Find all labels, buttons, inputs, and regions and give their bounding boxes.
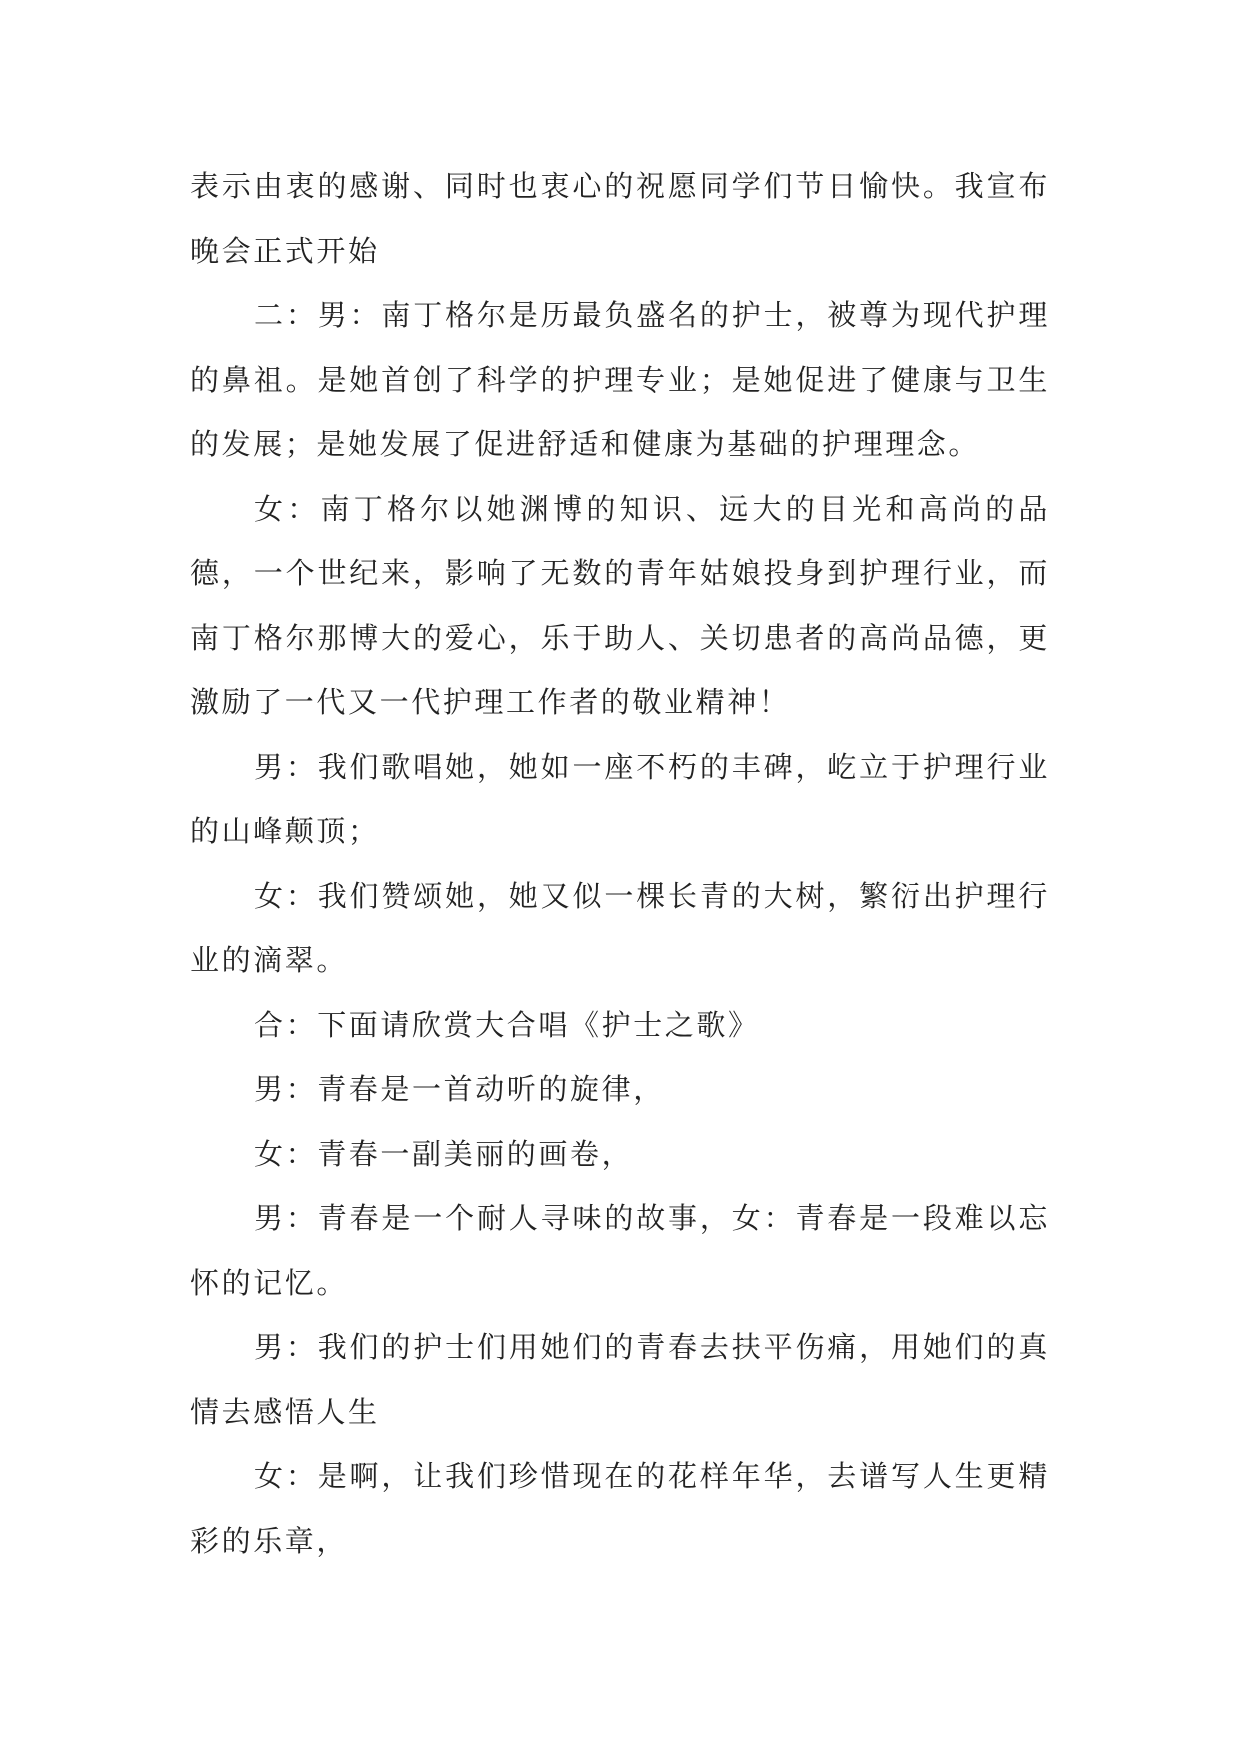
- paragraph: 女：青春一副美丽的画卷，: [254, 1136, 634, 1171]
- paragraph: 二：男：南丁格尔是历最负盛名的护士，被尊为现代护理的鼻祖。是她首创了科学的护理专业；是她促进了健康与卫生的发展；是她发展了促进舒适和健康为基础的护理理念。: [190, 298, 1050, 461]
- document-body: [190, 154, 1050, 1573]
- paragraph: 男：我们的护士们用她们的青春去扶平伤痛，用她们的真情去感悟人生: [190, 1330, 1050, 1429]
- paragraph: 女：是啊，让我们珍惜现在的花样年华，去谱写人生更精彩的乐章，: [190, 1459, 1050, 1558]
- paragraph: 女：我们赞颂她，她又似一棵长青的大树，繁衍出护理行业的滴翠。: [190, 878, 1050, 977]
- paragraph: 女：南丁格尔以她渊博的知识、远大的目光和高尚的品德，一个世纪来，影响了无数的青年姑娘投身到护理行业，而南丁格尔那博大的爱心，乐于助人、关切患者的高尚品德，更激励了一代又一代护理工作者的敬业精神！: [190, 491, 1050, 719]
- paragraph: 男：青春是一首动听的旋律，: [254, 1072, 665, 1106]
- paragraph: 男：我们歌唱她，她如一座不朽的丰碑，屹立于护理行业的山峰颠顶；: [190, 749, 1050, 848]
- paragraph: 男：青春是一个耐人寻味的故事，女：青春是一段难以忘怀的记忆。: [190, 1201, 1050, 1300]
- paragraph: 合：下面请欣赏大合唱《护士之歌》: [254, 1007, 760, 1042]
- paragraph: 表示由衷的感谢、同时也衷心的祝愿同学们节日愉快。我宣布晚会正式开始: [190, 169, 1050, 268]
